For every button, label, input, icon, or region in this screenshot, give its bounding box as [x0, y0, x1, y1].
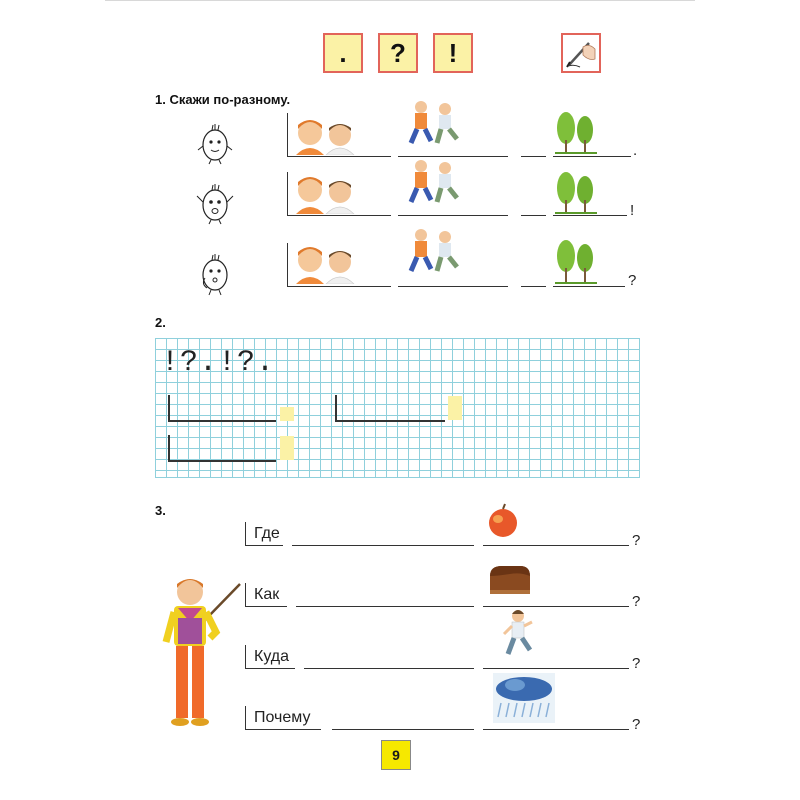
top-rule: [105, 0, 695, 1]
line-start-mark: [287, 243, 288, 287]
question-mark: ?: [632, 655, 641, 672]
grid-writing-line[interactable]: [168, 460, 276, 462]
writing-line[interactable]: [483, 606, 629, 607]
writing-line[interactable]: [245, 729, 321, 730]
punctuation-pattern: !?.!?.: [161, 346, 276, 380]
two-trees-picture: [553, 110, 599, 154]
question-word-where-to: Куда: [254, 648, 290, 665]
running-boys-picture: [405, 98, 463, 154]
question-mark: ?: [632, 593, 641, 610]
apple-picture: [485, 503, 521, 539]
question-card: ?: [378, 33, 418, 73]
writing-line[interactable]: [521, 215, 546, 216]
writing-line[interactable]: [245, 545, 283, 546]
period-card: .: [323, 33, 363, 73]
writing-line[interactable]: [553, 215, 627, 216]
writing-line[interactable]: [521, 156, 546, 157]
writing-line[interactable]: [398, 286, 508, 287]
task3-title: 3.: [155, 503, 166, 518]
running-boy-picture: [500, 608, 536, 664]
writing-line[interactable]: [304, 668, 474, 669]
question-word-where: Где: [254, 525, 280, 542]
egg-character-calm-icon: [193, 118, 237, 166]
end-mark: !: [630, 202, 635, 219]
writing-line[interactable]: [483, 729, 629, 730]
writing-line[interactable]: [287, 156, 391, 157]
write-task-icon: [561, 33, 601, 73]
row-start-mark: [245, 583, 246, 607]
answer-box[interactable]: [280, 407, 294, 421]
end-mark: ?: [628, 272, 637, 289]
grid-writing-line[interactable]: [168, 420, 276, 422]
task1-title: 1. Скажи по-разному.: [155, 92, 291, 107]
writing-line[interactable]: [296, 606, 474, 607]
two-trees-picture: [553, 238, 599, 284]
row-start-mark: [245, 645, 246, 669]
writing-line[interactable]: [245, 668, 295, 669]
two-boys-picture: [292, 170, 362, 214]
page-number-badge: 9: [381, 740, 411, 770]
answer-box[interactable]: [280, 436, 294, 460]
question-mark: ?: [632, 716, 641, 733]
writing-line[interactable]: [553, 286, 625, 287]
bread-loaf-picture: [486, 562, 532, 600]
writing-line[interactable]: [483, 545, 629, 546]
exclamation-card: !: [433, 33, 473, 73]
end-mark: .: [633, 142, 638, 159]
frame-start-mark: [335, 395, 337, 422]
two-trees-picture: [553, 170, 599, 214]
row-start-mark: [245, 522, 246, 546]
writing-line[interactable]: [553, 156, 631, 157]
rain-cloud-picture: [493, 673, 555, 723]
line-start-mark: [287, 113, 288, 157]
writing-line[interactable]: [245, 606, 287, 607]
writing-line[interactable]: [287, 286, 391, 287]
egg-character-excited-icon: [193, 178, 237, 226]
egg-character-questioning-icon: [193, 248, 237, 298]
question-word-how: Как: [254, 586, 280, 603]
frame-start-mark: [168, 435, 170, 462]
task2-title: 2.: [155, 315, 166, 330]
question-word-why: Почему: [254, 709, 311, 726]
frame-start-mark: [168, 395, 170, 422]
writing-line[interactable]: [483, 668, 629, 669]
writing-line[interactable]: [292, 545, 474, 546]
answer-box[interactable]: [448, 396, 462, 420]
teacher-with-pointer-picture: [160, 572, 245, 737]
row-start-mark: [245, 706, 246, 730]
question-mark: ?: [632, 532, 641, 549]
line-start-mark: [287, 172, 288, 216]
two-boys-picture: [292, 240, 362, 284]
two-boys-picture: [292, 113, 362, 155]
running-boys-picture: [405, 157, 463, 213]
writing-line[interactable]: [521, 286, 546, 287]
writing-line[interactable]: [332, 729, 474, 730]
writing-line[interactable]: [398, 215, 508, 216]
running-boys-picture: [405, 226, 463, 282]
grid-writing-line[interactable]: [335, 420, 445, 422]
writing-line[interactable]: [287, 215, 391, 216]
